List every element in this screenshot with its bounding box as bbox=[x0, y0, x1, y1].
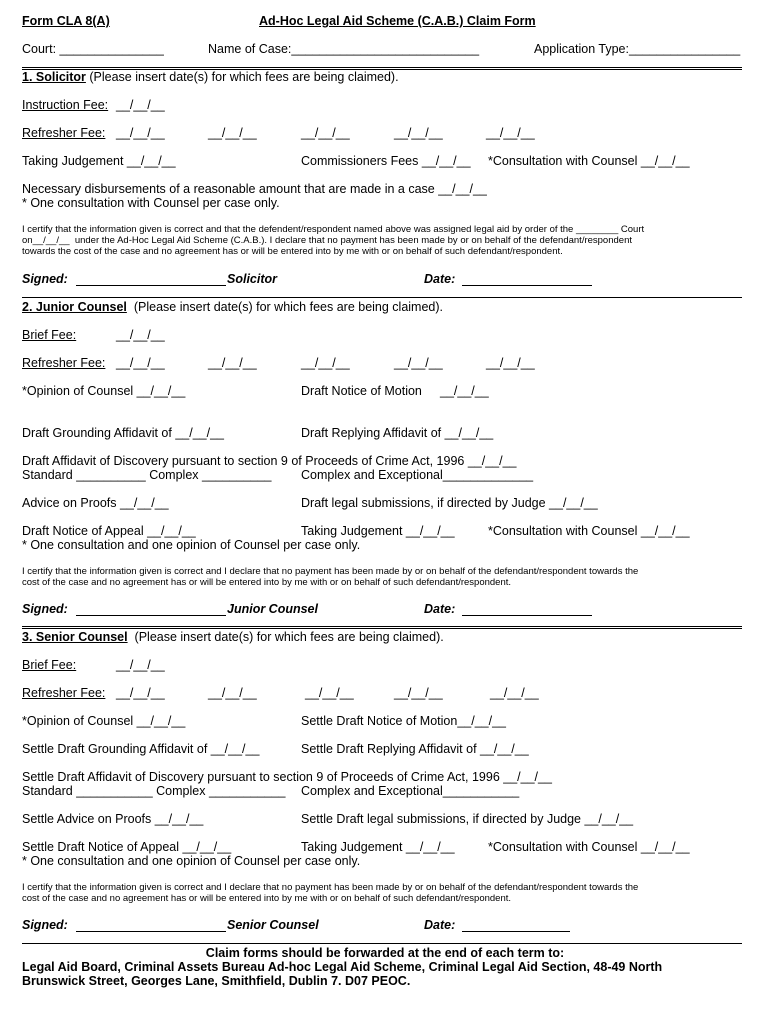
junior-notice-appeal[interactable]: Draft Notice of Appeal __/__/__ bbox=[22, 524, 196, 538]
section-divider bbox=[22, 297, 742, 298]
junior-brief-fee-date[interactable]: __/__/__ bbox=[116, 328, 165, 342]
junior-signature-line[interactable] bbox=[76, 601, 226, 616]
solicitor-refresher-label: Refresher Fee: bbox=[22, 126, 106, 140]
solicitor-heading-note: (Please insert date(s) for which fees are being claimed). bbox=[85, 70, 399, 84]
senior-refresher-date[interactable]: __/__/__ bbox=[208, 686, 257, 700]
senior-opinion[interactable]: *Opinion of Counsel __/__/__ bbox=[22, 714, 186, 728]
junior-replying-affidavit[interactable]: Draft Replying Affidavit of __/__/__ bbox=[301, 426, 494, 440]
junior-refresher-label: Refresher Fee: bbox=[22, 356, 106, 370]
senior-signed-label: Signed: bbox=[22, 918, 68, 932]
solicitor-refresher-date[interactable]: __/__/__ bbox=[301, 126, 350, 140]
solicitor-date-label: Date: bbox=[424, 272, 456, 286]
senior-certification-line: cost of the case and no agreement has or will be entered into by me with or on behalf of such defendant/respondent. bbox=[22, 893, 512, 904]
junior-advice-proofs[interactable]: Advice on Proofs __/__/__ bbox=[22, 496, 169, 510]
header-divider bbox=[22, 67, 742, 68]
junior-refresher-date[interactable]: __/__/__ bbox=[301, 356, 350, 370]
senior-refresher-date[interactable]: __/__/__ bbox=[490, 686, 539, 700]
junior-notice-motion: Draft Notice of Motion bbox=[301, 384, 422, 398]
junior-refresher-date[interactable]: __/__/__ bbox=[486, 356, 535, 370]
senior-discovery[interactable]: Settle Draft Affidavit of Discovery pursuant to section 9 of Proceeds of Crime Act, 1996 __/__/__ bbox=[22, 770, 552, 784]
senior-refresher-date[interactable]: __/__/__ bbox=[116, 686, 165, 700]
junior-heading-row bbox=[22, 300, 443, 315]
senior-refresher-date[interactable]: __/__/__ bbox=[305, 686, 354, 700]
junior-complex-exceptional[interactable]: Complex and Exceptional_____________ bbox=[301, 468, 534, 482]
footer-address-line: Legal Aid Board, Criminal Assets Bureau Ad-hoc Legal Aid Scheme, Criminal Legal Aid Section, 48-49 North bbox=[22, 960, 663, 974]
senior-consultation-note: * One consultation and one opinion of Counsel per case only. bbox=[22, 854, 361, 868]
junior-signed-label: Signed: bbox=[22, 602, 68, 616]
junior-consultation-note: * One consultation and one opinion of Counsel per case only. bbox=[22, 538, 361, 552]
application-type-field[interactable]: Application Type:________________ bbox=[534, 42, 741, 56]
solicitor-refresher-date[interactable]: __/__/__ bbox=[116, 126, 165, 140]
senior-standard-complex[interactable]: Standard ___________ Complex ___________ bbox=[22, 784, 286, 798]
solicitor-certification-line: I certify that the information given is correct and that the defendent/respondent named above was assigned legal aid by order of the ________ Court bbox=[22, 224, 645, 235]
junior-notice-motion-date[interactable]: __/__/__ bbox=[440, 384, 489, 398]
senior-grounding-affidavit[interactable]: Settle Draft Grounding Affidavit of __/__/__ bbox=[22, 742, 260, 756]
junior-standard-complex[interactable]: Standard __________ Complex __________ bbox=[22, 468, 272, 482]
junior-date-label: Date: bbox=[424, 602, 456, 616]
solicitor-consultation-note: * One consultation with Counsel per case only. bbox=[22, 196, 280, 210]
solicitor-taking-judgement[interactable]: Taking Judgement __/__/__ bbox=[22, 154, 176, 168]
section-divider bbox=[22, 626, 742, 627]
senior-consultation[interactable]: *Consultation with Counsel __/__/__ bbox=[488, 840, 690, 854]
form-title: Ad-Hoc Legal Aid Scheme (C.A.B.) Claim Form bbox=[259, 14, 536, 28]
junior-brief-fee-label: Brief Fee: bbox=[22, 328, 77, 342]
solicitor-date-line[interactable] bbox=[462, 271, 592, 286]
junior-legal-submissions[interactable]: Draft legal submissions, if directed by Judge __/__/__ bbox=[301, 496, 598, 510]
junior-heading-note: (Please insert date(s) for which fees are being claimed). bbox=[126, 300, 444, 314]
footer-divider bbox=[22, 943, 742, 944]
solicitor-heading: 1. Solicitor bbox=[22, 70, 86, 84]
senior-role-label: Senior Counsel bbox=[227, 918, 319, 932]
junior-refresher-date[interactable]: __/__/__ bbox=[394, 356, 443, 370]
instruction-fee-date[interactable]: __/__/__ bbox=[116, 98, 165, 112]
junior-date-line[interactable] bbox=[462, 601, 592, 616]
junior-grounding-affidavit[interactable]: Draft Grounding Affidavit of __/__/__ bbox=[22, 426, 224, 440]
solicitor-refresher-date[interactable]: __/__/__ bbox=[394, 126, 443, 140]
instruction-fee-label: Instruction Fee: bbox=[22, 98, 109, 112]
senior-notice-appeal[interactable]: Settle Draft Notice of Appeal __/__/__ bbox=[22, 840, 232, 854]
disbursements[interactable]: Necessary disbursements of a reasonable amount that are made in a case __/__/__ bbox=[22, 182, 487, 196]
senior-advice-proofs[interactable]: Settle Advice on Proofs __/__/__ bbox=[22, 812, 204, 826]
senior-legal-submissions[interactable]: Settle Draft legal submissions, if directed by Judge __/__/__ bbox=[301, 812, 634, 826]
junior-consultation[interactable]: *Consultation with Counsel __/__/__ bbox=[488, 524, 690, 538]
senior-heading-row bbox=[22, 630, 444, 645]
form-id: Form CLA 8(A) bbox=[22, 14, 110, 28]
senior-complex-exceptional[interactable]: Complex and Exceptional___________ bbox=[301, 784, 520, 798]
junior-opinion[interactable]: *Opinion of Counsel __/__/__ bbox=[22, 384, 186, 398]
solicitor-certification-line: on__/__/__ under the Ad-Hoc Legal Aid Scheme (C.A.B.). I declare that no payment has been made by or on behalf of the defendant/respondent bbox=[22, 235, 632, 246]
senior-notice-motion[interactable]: Settle Draft Notice of Motion__/__/__ bbox=[301, 714, 506, 728]
junior-discovery[interactable]: Draft Affidavit of Discovery pursuant to section 9 of Proceeds of Crime Act, 1996 __/__/__ bbox=[22, 454, 517, 468]
junior-role-label: Junior Counsel bbox=[227, 602, 318, 616]
junior-taking-judgement[interactable]: Taking Judgement __/__/__ bbox=[301, 524, 455, 538]
solicitor-role-label: Solicitor bbox=[227, 272, 278, 286]
solicitor-heading-row bbox=[22, 70, 399, 85]
junior-refresher-date[interactable]: __/__/__ bbox=[116, 356, 165, 370]
junior-certification-line: I certify that the information given is correct and I declare that no payment has been made by or on behalf of the defendant/respondent towards the bbox=[22, 566, 639, 577]
senior-replying-affidavit[interactable]: Settle Draft Replying Affidavit of __/__/__ bbox=[301, 742, 529, 756]
senior-date-label: Date: bbox=[424, 918, 456, 932]
senior-date-line[interactable] bbox=[462, 917, 570, 932]
senior-heading-note: (Please insert date(s) for which fees are being claimed). bbox=[127, 630, 444, 644]
junior-heading: 2. Junior Counsel bbox=[22, 300, 127, 314]
footer-instruction: Claim forms should be forwarded at the end of each term to: bbox=[205, 946, 565, 960]
senior-refresher-label: Refresher Fee: bbox=[22, 686, 106, 700]
senior-heading: 3. Senior Counsel bbox=[22, 630, 128, 644]
solicitor-signed-label: Signed: bbox=[22, 272, 68, 286]
senior-brief-fee-date[interactable]: __/__/__ bbox=[116, 658, 165, 672]
solicitor-consultation[interactable]: *Consultation with Counsel __/__/__ bbox=[488, 154, 690, 168]
case-name-field[interactable]: Name of Case:___________________________ bbox=[208, 42, 480, 56]
senior-signature-line[interactable] bbox=[76, 917, 226, 932]
senior-taking-judgement[interactable]: Taking Judgement __/__/__ bbox=[301, 840, 455, 854]
solicitor-signature-line[interactable] bbox=[76, 271, 226, 286]
solicitor-refresher-date[interactable]: __/__/__ bbox=[486, 126, 535, 140]
solicitor-refresher-date[interactable]: __/__/__ bbox=[208, 126, 257, 140]
senior-certification-line: I certify that the information given is correct and I declare that no payment has been made by or on behalf of the defendant/respondent towards the bbox=[22, 882, 639, 893]
court-field[interactable]: Court: _______________ bbox=[22, 42, 164, 56]
junior-refresher-date[interactable]: __/__/__ bbox=[208, 356, 257, 370]
commissioners-fees[interactable]: Commissioners Fees __/__/__ bbox=[301, 154, 471, 168]
footer-address-line: Brunswick Street, Georges Lane, Smithfield, Dublin 7. D07 PEOC. bbox=[22, 974, 411, 988]
junior-certification-line: cost of the case and no agreement has or will be entered into by me with or on behalf of such defendant/respondent. bbox=[22, 577, 512, 588]
senior-refresher-date[interactable]: __/__/__ bbox=[394, 686, 443, 700]
senior-brief-fee-label: Brief Fee: bbox=[22, 658, 77, 672]
solicitor-certification-line: towards the cost of the case and no agreement has or will be entered into by me with or on behalf of such defendant/respondent. bbox=[22, 246, 563, 257]
